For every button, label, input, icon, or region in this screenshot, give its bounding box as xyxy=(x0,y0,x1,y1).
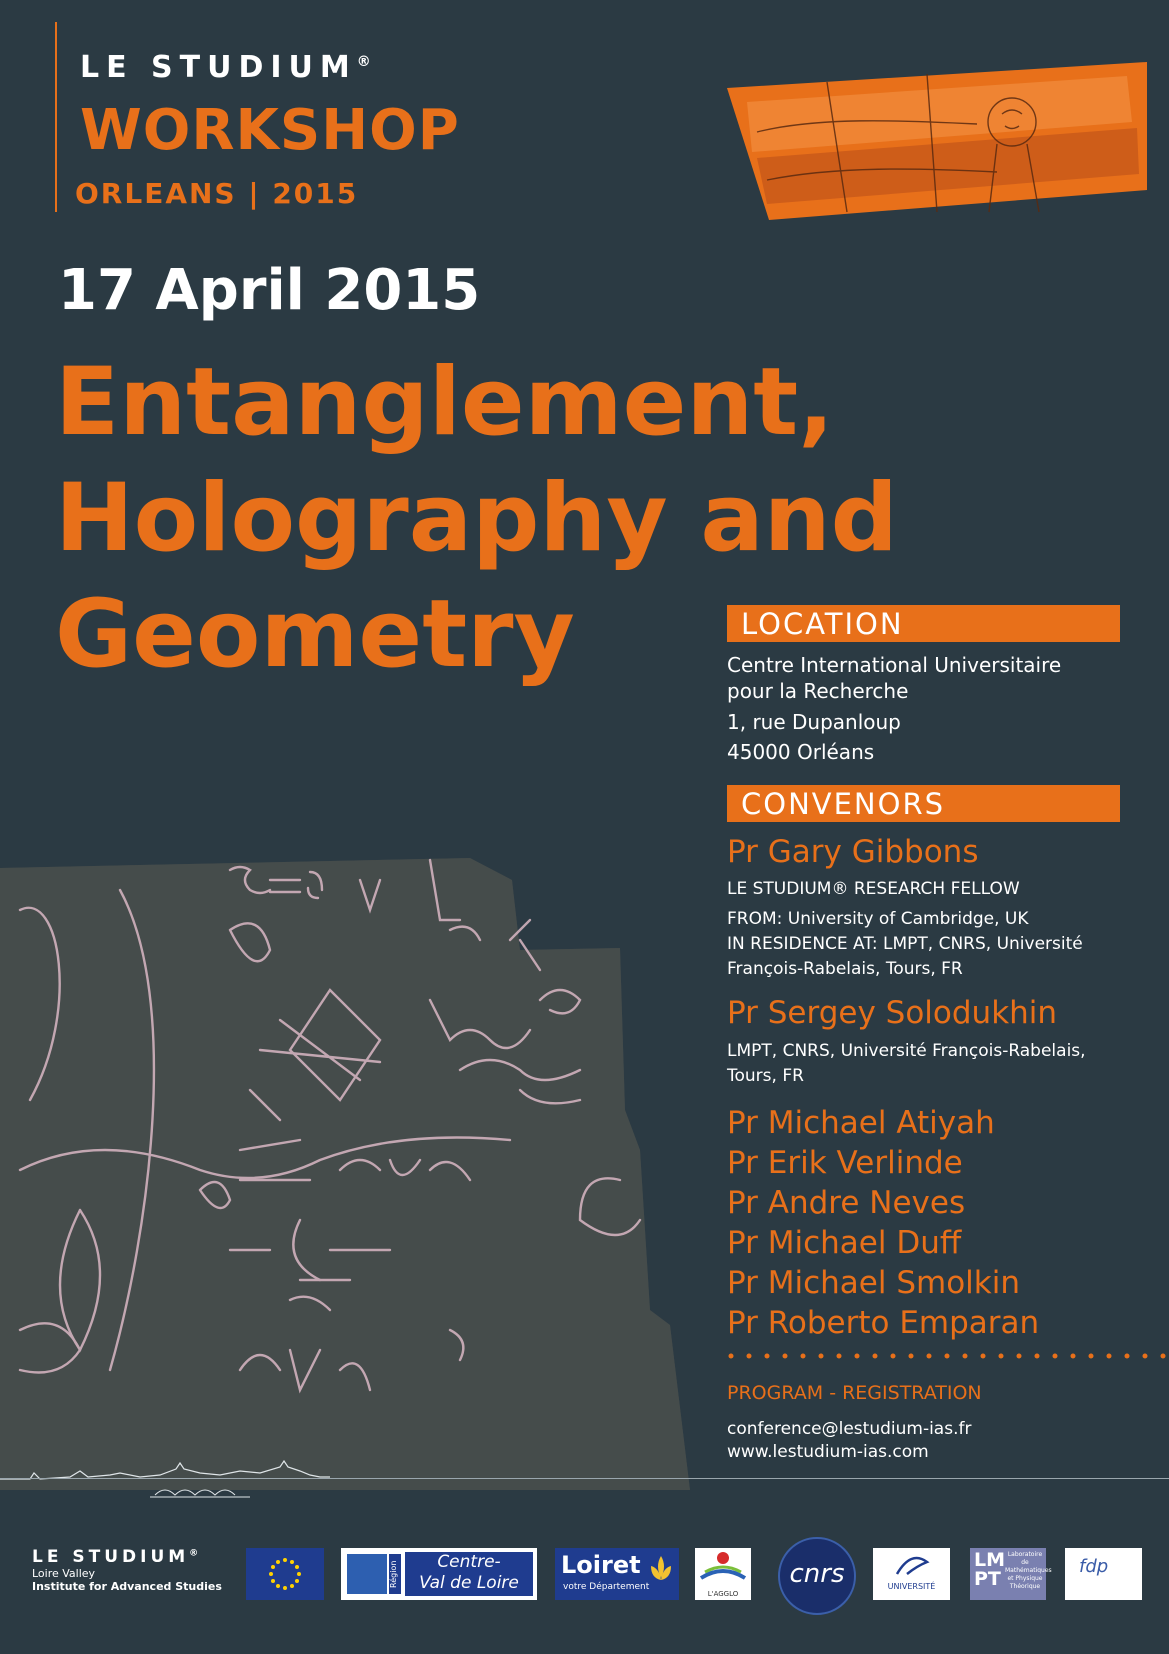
region-vertical-label: Région xyxy=(389,1554,401,1594)
convenor-1-role: LE STUDIUM® RESEARCH FELLOW xyxy=(727,879,1020,899)
city-year: ORLEANS | 2015 xyxy=(75,177,359,210)
eu-flag-icon xyxy=(246,1548,324,1600)
speaker-2: Pr Erik Verlinde xyxy=(727,1145,963,1181)
agglo-swoosh-icon xyxy=(695,1548,751,1584)
lmpt-letters: LM PT xyxy=(974,1549,1006,1590)
title-line-2: Holography and xyxy=(55,464,898,573)
convenor-1-residence: IN RESIDENCE AT: LMPT, CNRS, Université xyxy=(727,934,1083,954)
fdp-logo xyxy=(1065,1548,1142,1600)
location-line-1: Centre International Universitaire xyxy=(727,653,1062,677)
header-accent-rule xyxy=(55,22,57,212)
convenor-name-2: Pr Sergey Solodukhin xyxy=(727,995,1058,1031)
cnrs-label: cnrs xyxy=(789,1559,845,1589)
convenor-2-affiliation-cont: Tours, FR xyxy=(727,1066,804,1086)
agglo-label: L'AGGLO xyxy=(707,1590,739,1598)
vitruvian-banner-image xyxy=(727,62,1147,222)
region-badge-icon xyxy=(347,1554,387,1594)
fleur-de-lis-icon xyxy=(647,1554,675,1584)
le-studium-logo xyxy=(32,1547,232,1593)
location-heading: LOCATION xyxy=(741,607,904,641)
convenor-1-residence-cont: François-Rabelais, Tours, FR xyxy=(727,959,963,979)
universite-emblem-icon xyxy=(873,1548,950,1580)
program-registration-label: PROGRAM - REGISTRATION xyxy=(727,1382,982,1404)
speaker-1: Pr Michael Atiyah xyxy=(727,1105,995,1141)
eu-flag-logo xyxy=(246,1548,324,1600)
workshop-label: WORKSHOP xyxy=(80,98,460,163)
dotted-divider xyxy=(727,1352,1167,1360)
convenor-1-from: FROM: University of Cambridge, UK xyxy=(727,909,1029,929)
lmpt-subtitle: Laboratoire de Mathématiques et Physique Théorique xyxy=(1005,1551,1052,1590)
brand-name: LE STUDIUM® xyxy=(80,50,371,85)
convenors-heading: CONVENORS xyxy=(741,787,946,821)
le-studium-logo-name: LE STUDIUM® xyxy=(32,1547,199,1567)
speaker-5: Pr Michael Smolkin xyxy=(727,1265,1021,1301)
location-heading-bar xyxy=(727,605,1120,642)
convenors-heading-bar xyxy=(727,785,1120,822)
loiret-logo xyxy=(555,1548,679,1600)
website-link[interactable]: www.lestudium-ias.com xyxy=(727,1442,929,1462)
cnrs-logo xyxy=(778,1537,856,1615)
le-studium-logo-tagline: Institute for Advanced Studies xyxy=(32,1580,222,1593)
le-studium-logo-sub: Loire Valley xyxy=(32,1567,96,1580)
fdp-label: fdp xyxy=(1079,1556,1109,1577)
location-line-4: 45000 Orléans xyxy=(727,740,875,764)
universite-label: UNIVERSITÉ xyxy=(887,1582,936,1591)
location-line-3: 1, rue Dupanloup xyxy=(727,710,901,734)
title-line-3: Geometry xyxy=(55,580,575,689)
loiret-subtitle: votre Département xyxy=(563,1582,650,1592)
agglo-orleans-logo xyxy=(695,1548,751,1600)
convenor-2-affiliation: LMPT, CNRS, Université François-Rabelais, xyxy=(727,1041,1086,1061)
region-name: Centre- Val de Loire xyxy=(405,1552,533,1596)
contact-email-link[interactable]: conference@lestudium-ias.fr xyxy=(727,1419,972,1439)
chalkboard-image xyxy=(0,850,690,1490)
lmpt-logo xyxy=(970,1548,1052,1600)
footer-divider xyxy=(0,1478,1169,1479)
universite-tours-logo xyxy=(873,1548,950,1600)
location-line-2: pour la Recherche xyxy=(727,679,909,703)
loiret-title: Loiret xyxy=(561,1551,641,1579)
speaker-3: Pr Andre Neves xyxy=(727,1185,966,1221)
speaker-4: Pr Michael Duff xyxy=(727,1225,962,1261)
convenor-name-1: Pr Gary Gibbons xyxy=(727,834,979,870)
event-date: 17 April 2015 xyxy=(58,258,481,323)
title-line-1: Entanglement, xyxy=(55,348,834,457)
speaker-6: Pr Roberto Emparan xyxy=(727,1305,1040,1341)
region-centre-logo xyxy=(341,1548,537,1600)
